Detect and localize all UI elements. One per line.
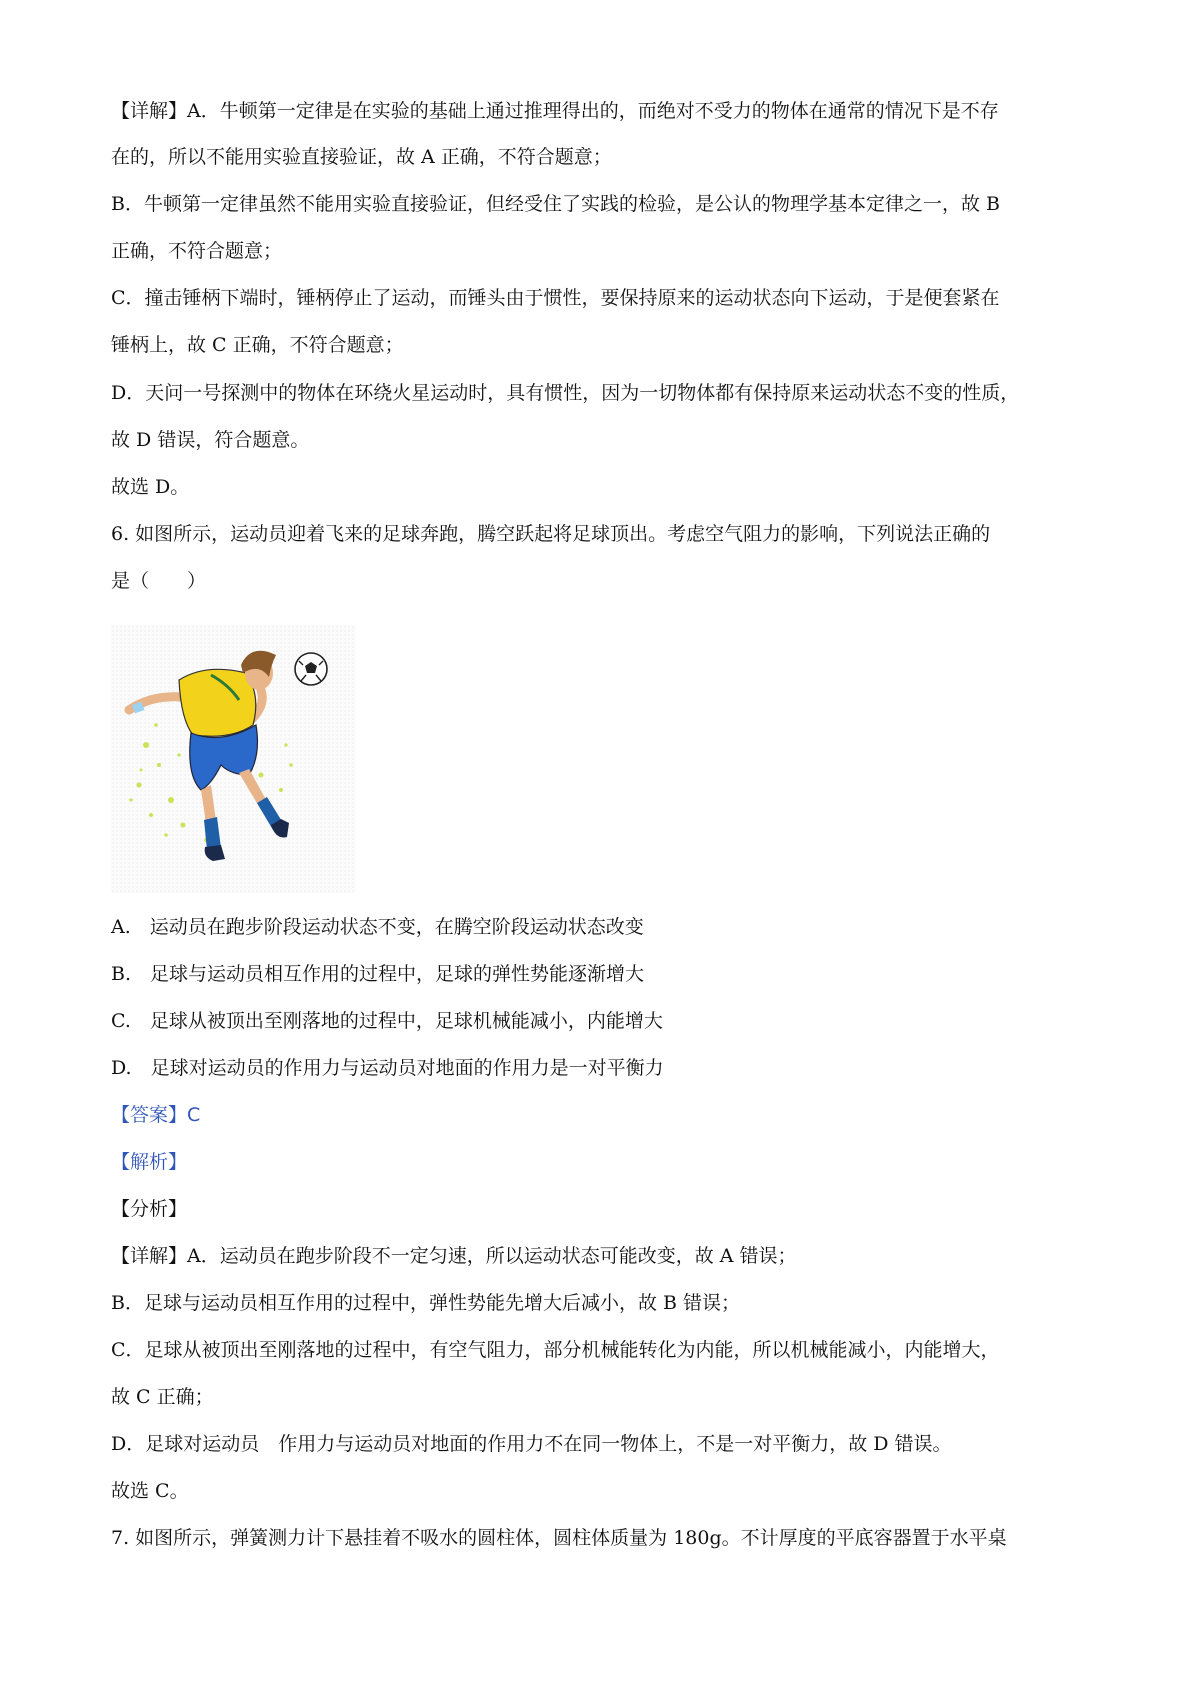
detail-line: C．足球从被顶出至刚落地的过程中，有空气阻力，部分机械能转化为内能，所以机械能减小，内能增大，	[111, 1339, 1000, 1361]
option-b: B. 足球与运动员相互作用的过程中，足球的弹性势能逐渐增大	[111, 963, 645, 985]
explanation-line: 故 D 错误，符合题意。	[111, 429, 310, 451]
analysis-label: 【解析】	[111, 1151, 188, 1173]
question-6-stem-end: 是（ ）	[111, 570, 207, 592]
explanation-line: 【详解】A．牛顿第一定律是在实验的基础上通过推理得出的，而绝对不受力的物体在通常的情况下是不存	[111, 100, 999, 122]
explanation-line: B．牛顿第一定律虽然不能用实验直接验证，但经受住了实践的检验，是公认的物理学基本定律之一，故 B	[111, 193, 1000, 215]
detail-conclusion: 故选 C。	[111, 1480, 189, 1502]
soccer-player-heading-ball-icon	[111, 625, 356, 893]
question-7-stem: 7. 如图所示，弹簧测力计下悬挂着不吸水的圆柱体，圆柱体质量为 180g。不计厚度的平底容器置于水平桌	[111, 1527, 1007, 1549]
detail-line: 【详解】A．运动员在跑步阶段不一定匀速，所以运动状态可能改变，故 A 错误；	[111, 1245, 797, 1267]
option-d: D. 足球对运动员的作用力与运动员对地面的作用力是一对平衡力	[111, 1057, 664, 1079]
explanation-line: 锤柄上，故 C 正确，不符合题意；	[111, 334, 404, 356]
explanation-line: 正确，不符合题意；	[111, 240, 283, 262]
option-a: A. 运动员在跑步阶段运动状态不变，在腾空阶段运动状态改变	[111, 916, 644, 938]
detail-line: D．足球对运动员 作用力与运动员对地面的作用力不在同一物体上，不是一对平衡力，故 D 错误。	[111, 1433, 952, 1455]
detail-line: B．足球与运动员相互作用的过程中，弹性势能先增大后减小，故 B 错误；	[111, 1292, 741, 1314]
answer-label: 【答案】C	[111, 1104, 201, 1126]
fenxi-label: 【分析】	[111, 1198, 188, 1220]
explanation-line: 在的，所以不能用实验直接验证，故 A 正确，不符合题意；	[111, 146, 612, 168]
soccer-player-figure	[111, 625, 356, 893]
question-6-stem: 6. 如图所示，运动员迎着飞来的足球奔跑，腾空跃起将足球顶出。考虑空气阻力的影响，下列说法正确的	[111, 523, 991, 545]
explanation-line: C．撞击锤柄下端时，锤柄停止了运动，而锤头由于惯性，要保持原来的运动状态向下运动，于是便套紧在	[111, 287, 1000, 309]
explanation-conclusion: 故选 D。	[111, 476, 190, 498]
detail-line: 故 C 正确；	[111, 1386, 214, 1408]
option-c: C. 足球从被顶出至刚落地的过程中，足球机械能减小，内能增大	[111, 1010, 663, 1032]
explanation-line: D．天问一号探测中的物体在环绕火星运动时，具有惯性，因为一切物体都有保持原来运动状态不变的性质，	[111, 382, 1020, 404]
soccer-ball-icon	[295, 653, 327, 685]
